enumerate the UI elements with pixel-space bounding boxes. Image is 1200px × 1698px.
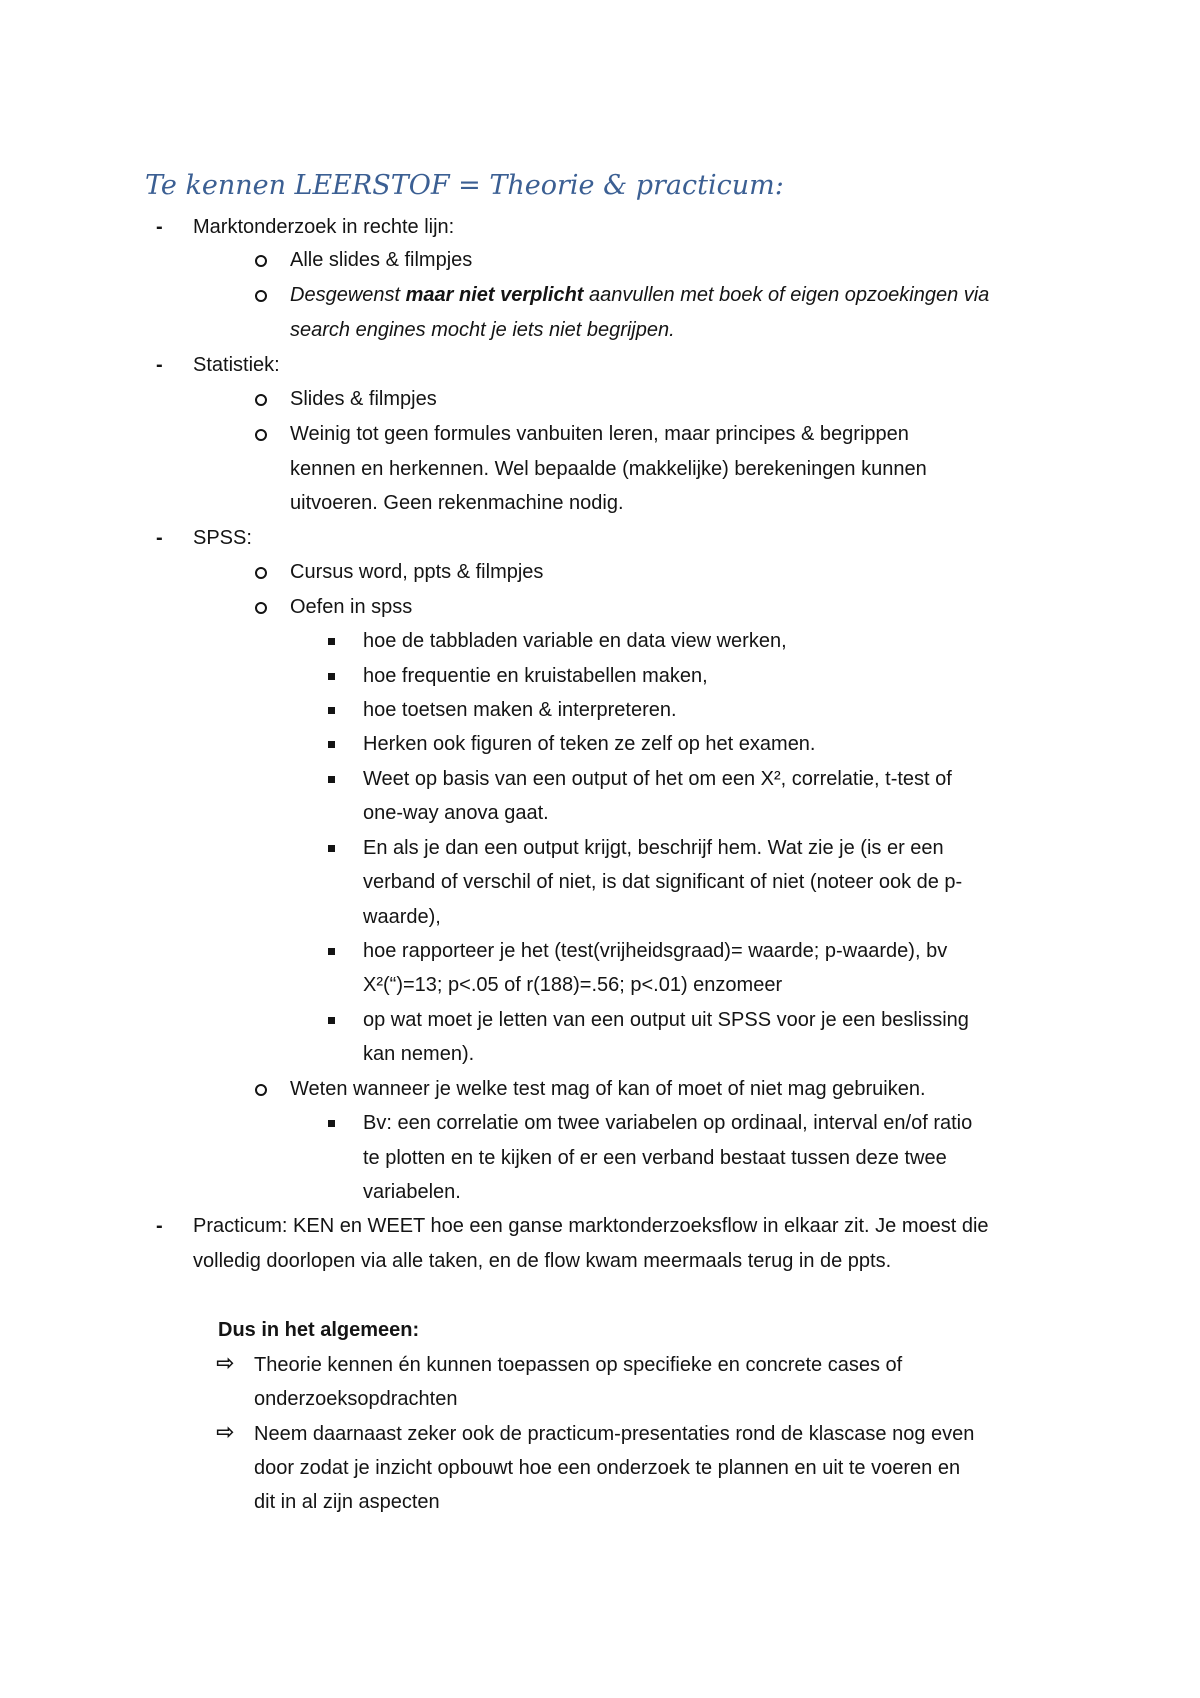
page-title: Te kennen LEERSTOF = Theorie & practicum:: [145, 170, 784, 201]
sub-list-item: op wat moet je letten van een output uit SPSS voor je een beslissing: [363, 1009, 969, 1031]
summary-point-continuation: dit in al zijn aspecten: [254, 1491, 440, 1513]
summary-point: Theorie kennen én kunnen toepassen op specifieke en concrete cases of: [254, 1354, 903, 1376]
list-item-continuation: search engines mocht je iets niet begrijpen.: [290, 319, 675, 341]
square-bullet-icon: [328, 938, 335, 964]
list-item: Alle slides & filmpjes: [290, 249, 473, 271]
dash-bullet: -: [156, 1215, 163, 1237]
list-item: [290, 282, 989, 308]
square-bullet-icon: [328, 835, 335, 861]
dash-bullet: -: [156, 354, 163, 376]
dash-bullet: -: [156, 216, 163, 238]
square-bullet-icon: [328, 663, 335, 689]
sub-list-item: Herken ook figuren of teken ze zelf op het examen.: [363, 733, 816, 755]
sub-list-item: Bv: een correlatie om twee variabelen op ordinaal, interval en/of ratio: [363, 1112, 973, 1134]
circle-bullet-icon: [255, 421, 267, 447]
square-bullet-icon: [328, 731, 335, 757]
sub-list-item-continuation: one-way anova gaat.: [363, 802, 549, 824]
circle-bullet-icon: [255, 559, 267, 585]
sub-list-item: hoe toetsen maken & interpreteren.: [363, 699, 677, 721]
sub-list-item-continuation: te plotten en te kijken of er een verband bestaat tussen deze twee: [363, 1147, 947, 1169]
square-bullet-icon: [328, 1110, 335, 1136]
square-bullet-icon: [328, 1007, 335, 1033]
sub-list-item-continuation: variabelen.: [363, 1181, 461, 1203]
square-bullet-icon: [328, 697, 335, 723]
sub-list-item: hoe rapporteer je het (test(vrijheidsgraad)= waarde; p-waarde), bv: [363, 940, 948, 962]
list-item-text: Desgewenst: [290, 284, 406, 306]
emphasis-text: maar niet verplicht: [405, 284, 584, 306]
sub-list-item-continuation: waarde),: [363, 906, 441, 928]
arrow-right-icon: ⇨: [216, 1419, 235, 1444]
list-item: Oefen in spss: [290, 596, 413, 618]
summary-point: Neem daarnaast zeker ook de practicum-presentaties rond de klascase nog even: [254, 1423, 975, 1445]
sub-list-item-continuation: X²(“)=13; p<.05 of r(188)=.56; p<.01) enzomeer: [363, 974, 783, 996]
list-item-continuation: uitvoeren. Geen rekenmachine nodig.: [290, 492, 624, 514]
arrow-right-icon: ⇨: [216, 1350, 235, 1375]
list-item-text: aanvullen met boek of eigen opzoekingen via: [583, 284, 990, 306]
circle-bullet-icon: [255, 594, 267, 620]
summary-point-continuation: door zodat je inzicht opbouwt hoe een onderzoek te plannen en uit te voeren en: [254, 1457, 961, 1479]
sub-list-item: Weet op basis van een output of het om een X², correlatie, t-test of: [363, 768, 952, 790]
sub-list-item: En als je dan een output krijgt, beschrijf hem. Wat zie je (is er een: [363, 837, 944, 859]
list-item: Weten wanneer je welke test mag of kan of moet of niet mag gebruiken.: [290, 1078, 926, 1100]
circle-bullet-icon: [255, 386, 267, 412]
list-item-continuation: kennen en herkennen. Wel bepaalde (makkelijke) berekeningen kunnen: [290, 458, 927, 480]
section-practicum-continuation: volledig doorlopen via alle taken, en de flow kwam meermaals terug in de ppts.: [193, 1250, 892, 1272]
sub-list-item-continuation: verband of verschil of niet, is dat significant of niet (noteer ook de p-: [363, 871, 963, 893]
sub-list-item: hoe frequentie en kruistabellen maken,: [363, 665, 708, 687]
section-practicum: Practicum: KEN en WEET hoe een ganse marktonderzoeksflow in elkaar zit. Je moest die: [193, 1215, 989, 1237]
list-item: Weinig tot geen formules vanbuiten leren, maar principes & begrippen: [290, 423, 909, 445]
circle-bullet-icon: [255, 247, 267, 273]
dash-bullet: -: [156, 527, 163, 549]
summary-heading: Dus in het algemeen:: [218, 1319, 420, 1341]
section-heading-statistiek: Statistiek:: [193, 354, 280, 376]
section-heading-spss: SPSS:: [193, 527, 252, 549]
summary-point-continuation: onderzoeksopdrachten: [254, 1388, 458, 1410]
square-bullet-icon: [328, 628, 335, 654]
circle-bullet-icon: [255, 282, 267, 308]
list-item: Cursus word, ppts & filmpjes: [290, 561, 544, 583]
circle-bullet-icon: [255, 1076, 267, 1102]
square-bullet-icon: [328, 766, 335, 792]
list-item: Slides & filmpjes: [290, 388, 437, 410]
sub-list-item: hoe de tabbladen variable en data view werken,: [363, 630, 787, 652]
section-heading-marktonderzoek: Marktonderzoek in rechte lijn:: [193, 216, 455, 238]
sub-list-item-continuation: kan nemen).: [363, 1043, 475, 1065]
